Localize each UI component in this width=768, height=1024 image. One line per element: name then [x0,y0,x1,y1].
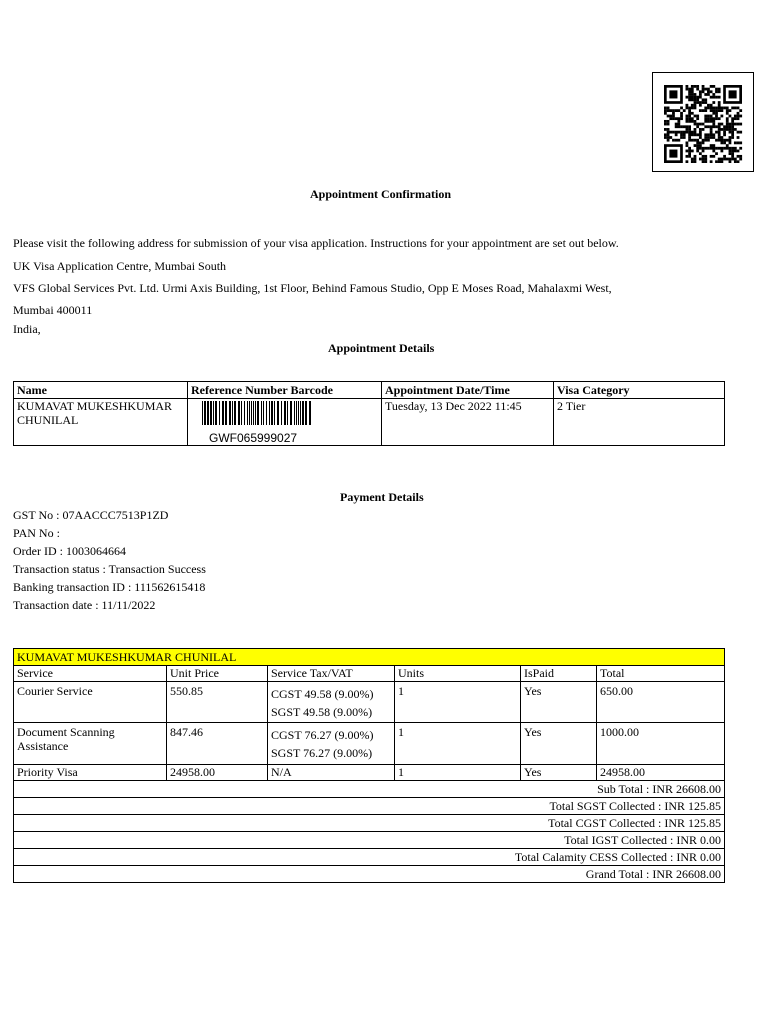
service-tax: N/A [268,765,395,781]
reference-barcode-cell [188,399,382,446]
qr-code-icon [660,85,746,163]
transaction-status: Transaction status : Transaction Success [13,562,206,576]
is-paid: Yes [521,723,597,765]
is-paid: Yes [521,682,597,723]
instructions-text: Please visit the following address for submission of your visa application. Instructions for your appointment are set out below. [13,236,619,250]
cgst-total-row [14,815,725,832]
service-tax [268,723,395,765]
barcode-icon [202,401,314,428]
cess-total-row [14,849,725,866]
header-reference: Reference Number Barcode [188,382,382,399]
unit-price: 24958.00 [167,765,268,781]
service-name: Priority Visa [14,765,167,781]
tax-line-1: CGST 49.58 (9.00%) [271,687,374,701]
sub-total-row [14,781,725,798]
reference-number: GWF065999027 [209,431,298,445]
page-title: Appointment Confirmation [310,187,452,201]
service-name: Document Scanning Assistance [14,723,167,765]
gst-number: GST No : 07AACCC7513P1ZD [13,508,169,522]
table-row [14,765,725,781]
qr-code-frame [652,72,754,172]
address-line-1: VFS Global Services Pvt. Ltd. Urmi Axis Building, 1st Floor, Behind Famous Studio, Opp E Moses Road, Mahalaxmi West, [13,281,612,295]
row-total: 24958.00 [597,765,725,781]
header-unit-price: Unit Price [167,666,268,682]
service-name: Courier Service [14,682,167,723]
row-total: 1000.00 [597,723,725,765]
invoice-table [13,648,725,883]
appointment-header-row [14,382,725,399]
customer-name: KUMAVAT MUKESHKUMAR CHUNILAL [14,649,725,666]
units: 1 [395,723,521,765]
sgst-total: Total SGST Collected : INR 125.85 [14,798,725,815]
customer-name-row [14,649,725,666]
address-line-2: Mumbai 400011 [13,303,93,317]
header-category: Visa Category [554,382,725,399]
grand-total: Grand Total : INR 26608.00 [14,866,725,883]
grand-total-row [14,866,725,883]
cgst-total: Total CGST Collected : INR 125.85 [14,815,725,832]
unit-price: 550.85 [167,682,268,723]
header-tax: Service Tax/VAT [268,666,395,682]
banking-transaction-id: Banking transaction ID : 111562615418 [13,580,206,594]
centre-name: UK Visa Application Centre, Mumbai South [13,259,227,273]
appointment-details-title: Appointment Details [328,341,435,355]
pan-number: PAN No : [13,526,60,540]
row-total: 650.00 [597,682,725,723]
header-service: Service [14,666,167,682]
order-id: Order ID : 1003064664 [13,544,126,558]
header-total: Total [597,666,725,682]
igst-total-row [14,832,725,849]
cess-total: Total Calamity CESS Collected : INR 0.00 [14,849,725,866]
units: 1 [395,765,521,781]
visa-category: 2 Tier [554,399,725,446]
table-row [14,723,725,765]
unit-price: 847.46 [167,723,268,765]
table-row [14,682,725,723]
tax-line-2: SGST 76.27 (9.00%) [271,746,373,760]
header-name: Name [14,382,188,399]
sgst-total-row [14,798,725,815]
header-units: Units [395,666,521,682]
tax-line-1: CGST 76.27 (9.00%) [271,728,374,742]
header-datetime: Appointment Date/Time [382,382,554,399]
country-text: India, [13,322,41,336]
payment-details-title: Payment Details [340,490,424,504]
header-ispaid: IsPaid [521,666,597,682]
units: 1 [395,682,521,723]
appointment-datetime: Tuesday, 13 Dec 2022 11:45 [382,399,554,446]
applicant-name: KUMAVAT MUKESHKUMAR CHUNILAL [14,399,188,446]
appointment-table [13,381,725,446]
appointment-row [14,399,725,446]
igst-total: Total IGST Collected : INR 0.00 [14,832,725,849]
invoice-header-row [14,666,725,682]
is-paid: Yes [521,765,597,781]
sub-total: Sub Total : INR 26608.00 [14,781,725,798]
transaction-date: Transaction date : 11/11/2022 [13,598,156,612]
service-tax [268,682,395,723]
tax-line-2: SGST 49.58 (9.00%) [271,705,373,719]
